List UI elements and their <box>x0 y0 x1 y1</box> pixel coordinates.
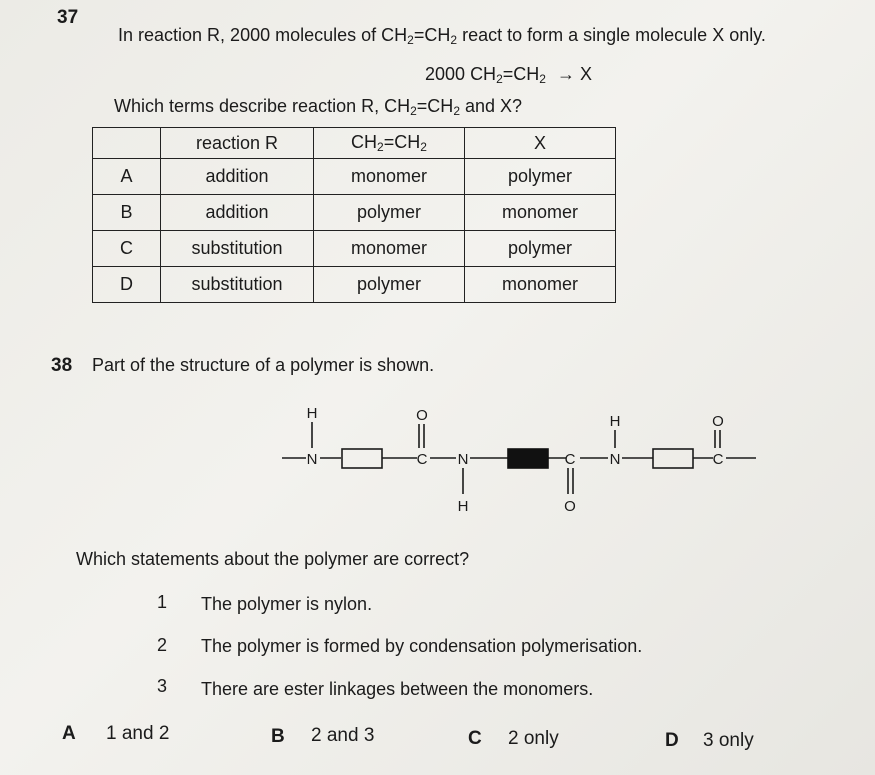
row-x: monomer <box>465 267 616 303</box>
statement-number: 3 <box>157 676 168 696</box>
question-38-number: 38 <box>51 355 73 376</box>
answer-text: 1 and 2 <box>106 723 170 744</box>
question-37-stem: Which terms describe reaction R, $CH_2=CH_2$ and X? <box>114 96 523 118</box>
answer-text: 2 and 3 <box>311 725 375 746</box>
row-ethene: monomer <box>314 159 465 195</box>
atom-h: H <box>306 405 318 422</box>
row-letter: C <box>93 231 161 267</box>
header-reaction: reaction R <box>161 128 314 159</box>
atom-c: C <box>712 451 724 468</box>
atom-h: H <box>457 498 469 515</box>
intro-text: In reaction R, 2000 molecules of <box>118 25 377 45</box>
table-row <box>93 267 616 303</box>
atom-n: N <box>457 451 469 468</box>
row-x: polymer <box>465 159 616 195</box>
row-x: monomer <box>465 195 616 231</box>
answer-letter: B <box>271 726 285 747</box>
question-38-intro: Part of the structure of a polymer is shown. <box>92 355 435 375</box>
statement-number: 2 <box>157 635 168 655</box>
table-header-row <box>93 128 616 159</box>
atom-c: C <box>416 451 428 468</box>
row-ethene: monomer <box>314 231 465 267</box>
monomer-unit-box-filled <box>508 449 548 468</box>
row-reaction: substitution <box>161 267 314 303</box>
header-x: X <box>465 128 616 159</box>
monomer-unit-box-open <box>653 449 693 468</box>
row-ethene: polymer <box>314 267 465 303</box>
row-x: polymer <box>465 231 616 267</box>
polymer-structure-diagram <box>270 398 770 523</box>
table-row <box>93 195 616 231</box>
atom-n: N <box>306 451 318 468</box>
question-38-stem: Which statements about the polymer are correct? <box>76 549 470 569</box>
options-table <box>92 127 616 303</box>
intro-end-text: react to form a single molecule X only. <box>462 25 766 45</box>
header-blank <box>93 128 161 159</box>
answer-letter: C <box>468 728 482 749</box>
atom-h: H <box>609 413 621 430</box>
statement-number: 1 <box>157 592 168 612</box>
row-reaction: addition <box>161 195 314 231</box>
atom-o: O <box>416 407 428 424</box>
row-reaction: substitution <box>161 231 314 267</box>
monomer-unit-box-open <box>342 449 382 468</box>
reaction-equation: 2000 $CH_2=CH_2 \to X$ <box>425 64 592 86</box>
answer-letter: D <box>665 730 679 751</box>
statement-text: There are ester linkages between the monomers. <box>201 679 594 699</box>
question-37-number: 37 <box>57 7 79 28</box>
atom-o: O <box>564 498 576 515</box>
row-letter: D <box>93 267 161 303</box>
row-ethene: polymer <box>314 195 465 231</box>
atom-n: N <box>609 451 621 468</box>
question-37-intro <box>118 25 766 47</box>
atom-c: C <box>564 451 576 468</box>
statement-text: The polymer is formed by condensation polymerisation. <box>201 636 643 656</box>
atom-o: O <box>712 413 724 430</box>
table-row <box>93 159 616 195</box>
row-reaction: addition <box>161 159 314 195</box>
statement-text: The polymer is nylon. <box>201 594 373 614</box>
row-letter: B <box>93 195 161 231</box>
ethene-formula: $CH_2=CH_2$ <box>381 25 458 47</box>
row-letter: A <box>93 159 161 195</box>
answer-text: 2 only <box>508 728 559 749</box>
answer-letter: A <box>62 723 76 744</box>
table-row <box>93 231 616 267</box>
header-ethene: $CH_2=CH_2$ <box>314 128 465 159</box>
answer-text: 3 only <box>703 730 754 751</box>
